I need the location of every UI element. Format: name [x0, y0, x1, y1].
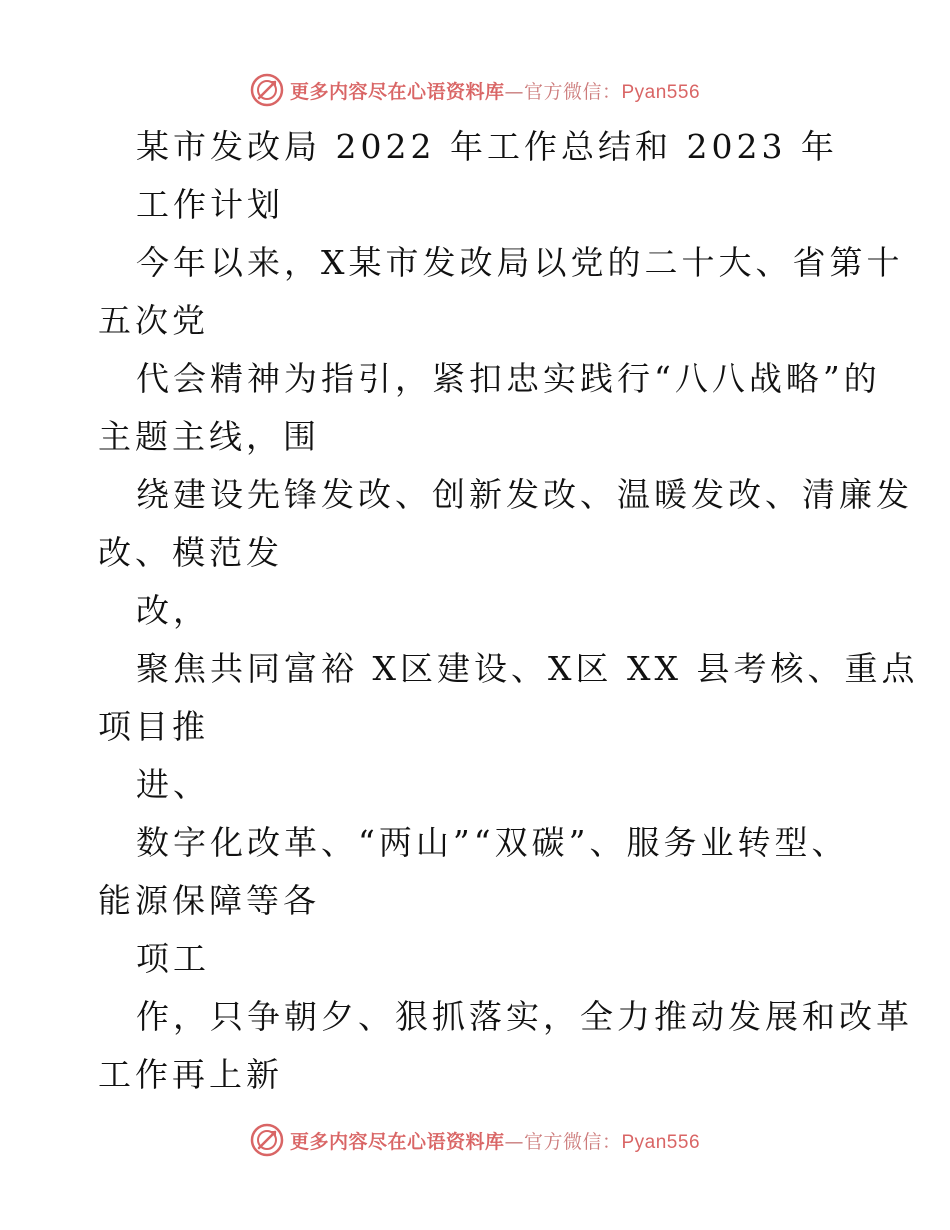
library-logo-icon [250, 73, 284, 107]
watermark-dash: — [504, 1130, 524, 1153]
watermark-main-text: 更多内容尽在心语资料库 [289, 1130, 505, 1153]
document-line: 工作再上新 [98, 1055, 283, 1094]
footer-watermark [250, 1123, 700, 1157]
document-line: 绕建设先锋发改、创新发改、温暖发改、清廉发 [136, 475, 913, 514]
document-line: 改、模范发 [98, 533, 283, 572]
document-line: 主题主线，围 [98, 417, 320, 456]
document-line: 工作计划 [136, 185, 284, 224]
watermark-wechat-label: 官方微信： [523, 80, 622, 103]
document-line: 数字化改革、“两山”“双碳”、服务业转型、 [136, 823, 849, 862]
watermark-text [290, 1127, 700, 1154]
library-logo-icon [250, 1123, 284, 1157]
watermark-account: Pyan556 [621, 81, 701, 103]
watermark-account: Pyan556 [621, 1131, 701, 1153]
document-line: 代会精神为指引，紧扣忠实践行“八八战略”的 [136, 359, 881, 398]
document-line: 项目推 [98, 707, 209, 746]
document-line: 能源保障等各 [98, 881, 320, 920]
footer-watermark-banner [0, 1120, 950, 1160]
header-watermark [250, 73, 700, 107]
watermark-dash: — [504, 80, 524, 103]
document-line: 今年以来，X某市发改局以党的二十大、省第十 [136, 243, 904, 282]
header-watermark-banner [0, 70, 950, 110]
document-line: 项工 [136, 939, 210, 978]
document-line: 作，只争朝夕、狠抓落实，全力推动发展和改革 [136, 997, 913, 1036]
document-line: 五次党 [98, 301, 209, 340]
document-line: 聚焦共同富裕 X区建设、X区 XX 县考核、重点 [136, 649, 919, 688]
document-line: 改， [136, 591, 210, 630]
document-line: 进、 [136, 765, 210, 804]
watermark-wechat-label: 官方微信： [523, 1130, 622, 1153]
watermark-main-text: 更多内容尽在心语资料库 [289, 80, 505, 103]
document-line: 某市发改局 2022 年工作总结和 2023 年 [136, 127, 838, 166]
document-body [98, 118, 919, 1104]
watermark-text [290, 77, 700, 104]
